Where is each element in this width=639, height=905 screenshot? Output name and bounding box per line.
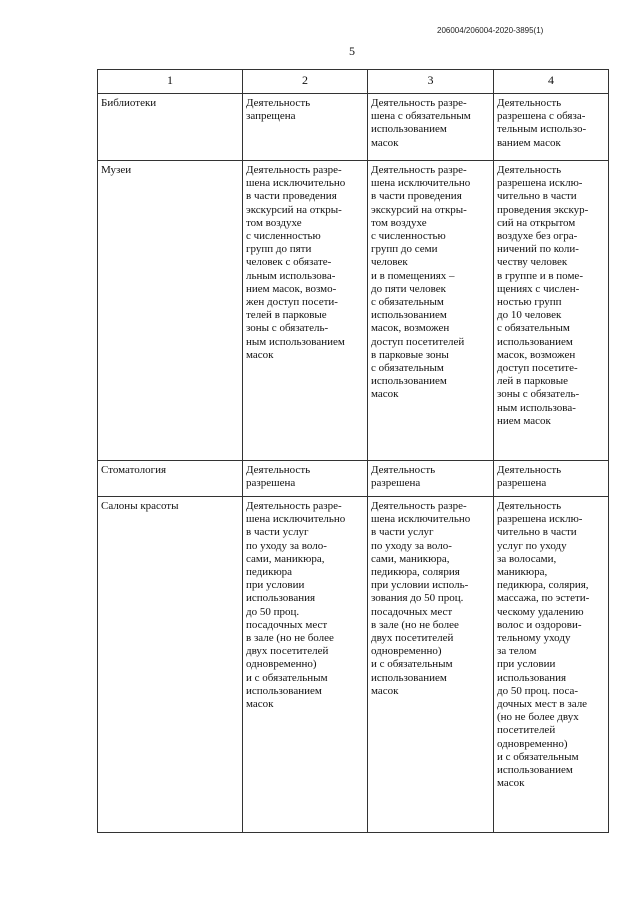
table-row (98, 461, 609, 497)
table-cell: Деятельность разрешена (243, 461, 368, 497)
table-cell: Деятельность разре- шена исключительно в части проведения экскурсий на откры- том воздухе с численностью групп до семи человек и в помещениях – до пяти человек с обязательным использованием масок, возможен доступ посетителей в парковые зоны с обязательным использованием масок (368, 161, 494, 461)
table-header-row (98, 70, 609, 94)
table-cell: Деятельность разре- шена исключительно в части услуг по уходу за воло- сами, маникюра, педикюра, солярия при условии исполь- зования до 50 проц. посадочных мест в зале (но не более двух посетителей одновременно) и с обязательным использованием масок (368, 497, 494, 833)
row-name-cell: Стоматология (98, 461, 243, 497)
table-cell: Деятельность разрешена исклю- чительно в части услуг по уходу за волосами, маникюра, педикюра, солярия, массажа, по эстети- ческому удалению волос и оздорови- тельному уходу за телом при условии использования до 50 проц. поса- дочных мест в зале (но не более двух посетителей одновременно) и с обязательным использованием масок (494, 497, 609, 833)
row-name-cell: Музеи (98, 161, 243, 461)
page-number: 5 (349, 44, 355, 58)
regulations-table (97, 69, 609, 833)
table-cell: Деятельность разрешена (494, 461, 609, 497)
table-cell: Деятельность запрещена (243, 94, 368, 161)
table-row (98, 94, 609, 161)
table-cell: Деятельность разре- шена с обязательным использованием масок (368, 94, 494, 161)
row-name-cell: Библиотеки (98, 94, 243, 161)
row-name-cell: Салоны красоты (98, 497, 243, 833)
document-id: 206004/206004-2020-3895(1) (437, 26, 544, 35)
table-cell: Деятельность разрешена исклю- чительно в части проведения экскур- сий на открытом воздухе без огра- ничений по коли- честву человек в группе и в поме- щениях с числен- ностью групп до 10 человек с обязательным использованием масок, возможен доступ посетите- лей в парковые зоны с обязатель- ным использова- нием масок (494, 161, 609, 461)
column-header: 1 (98, 70, 243, 94)
table-row (98, 161, 609, 461)
table-cell: Деятельность разре- шена исключительно в части услуг по уходу за воло- сами, маникюра, педикюра при условии использования до 50 проц. посадочных мест в зале (но не более двух посетителей одновременно) и с обязательным использованием масок (243, 497, 368, 833)
column-header: 4 (494, 70, 609, 94)
column-header: 2 (243, 70, 368, 94)
table-cell: Деятельность разрешена с обяза- тельным использо- ванием масок (494, 94, 609, 161)
table-cell: Деятельность разре- шена исключительно в части проведения экскурсий на откры- том воздухе с численностью групп до пяти человек с обязате- льным использова- нием масок, возмо- жен доступ посети- телей в парковые зоны с обязатель- ным использованием масок (243, 161, 368, 461)
table-row (98, 497, 609, 833)
column-header: 3 (368, 70, 494, 94)
table-cell: Деятельность разрешена (368, 461, 494, 497)
